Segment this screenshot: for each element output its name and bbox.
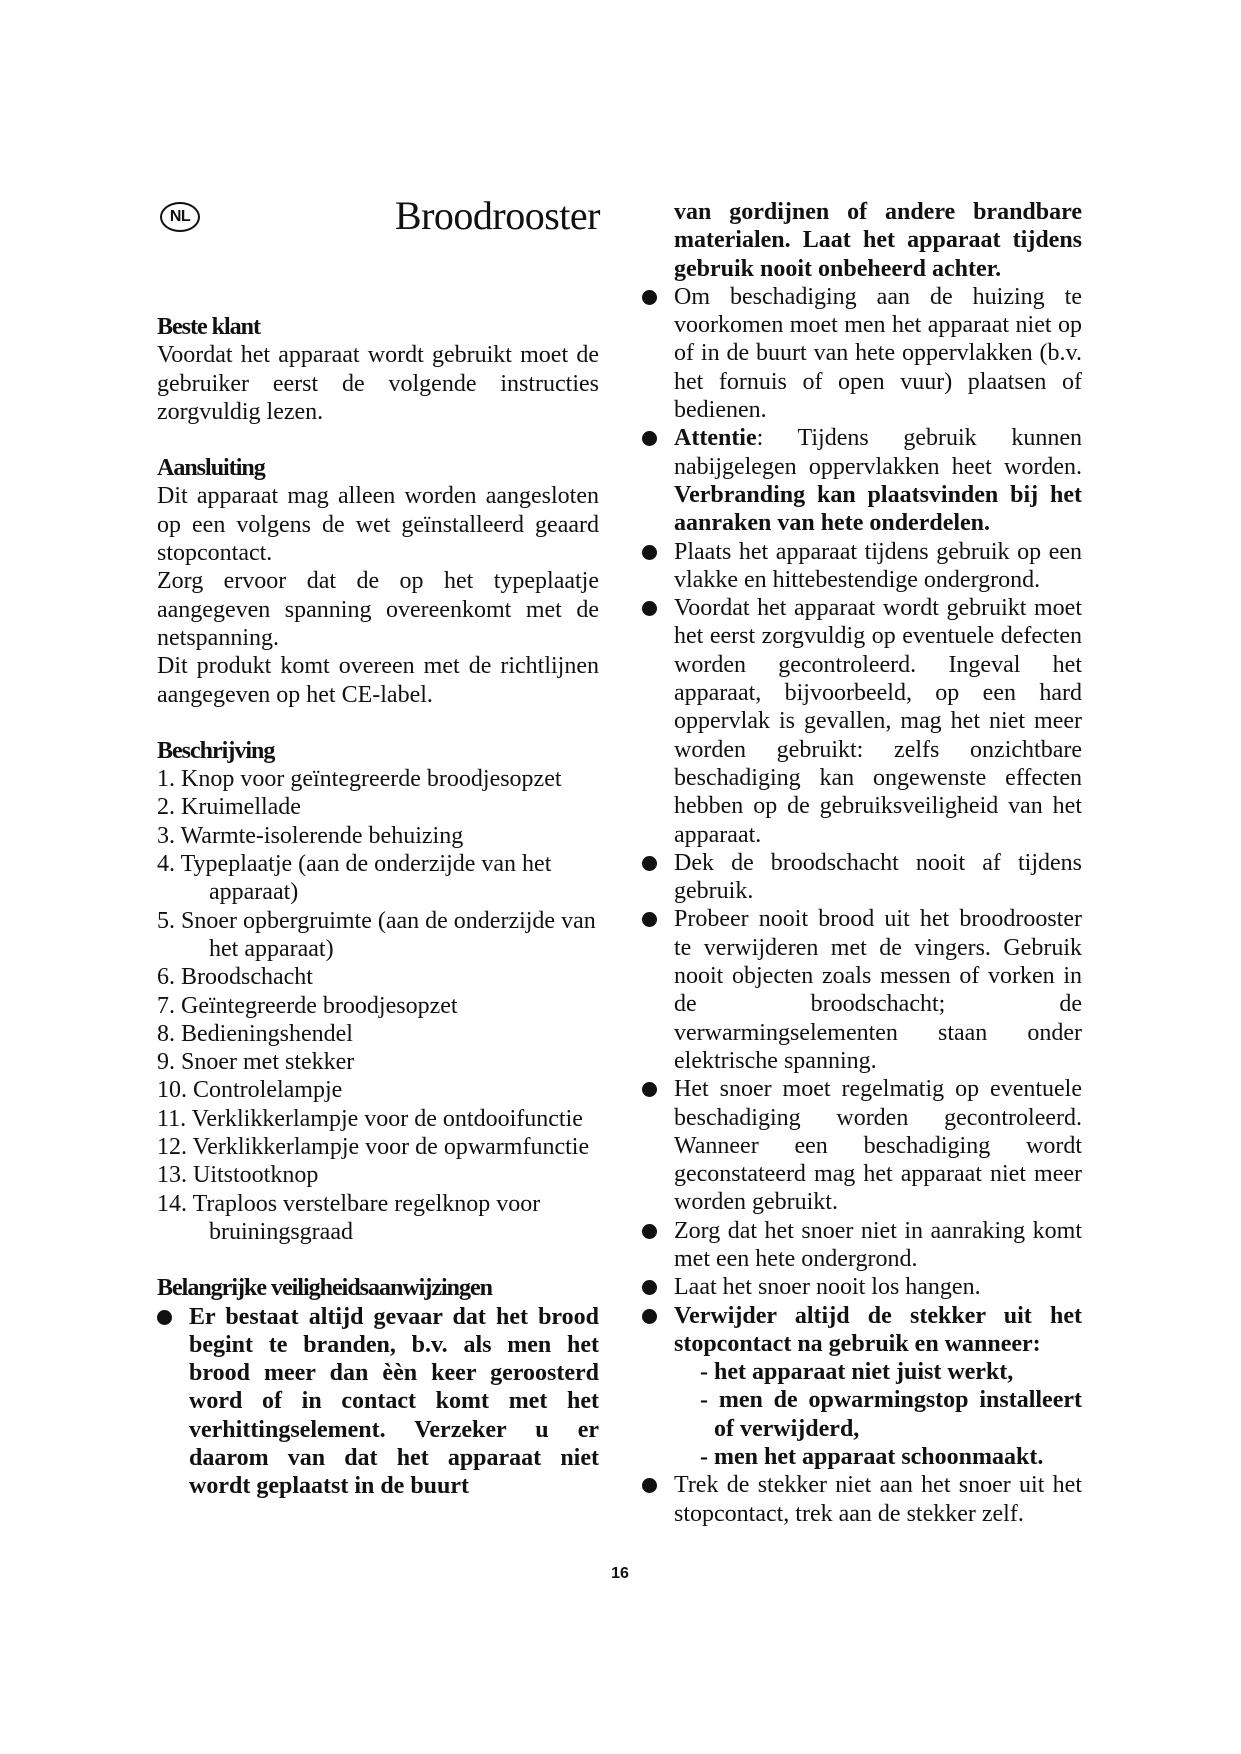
safety-bullet-unplug: [642, 1302, 1082, 1472]
list-item: 12. Verklikkerlampje voor de opwarmfunctie: [157, 1134, 590, 1161]
bullet-icon: [642, 1478, 657, 1493]
list-item: 8. Bedieningshendel: [157, 1020, 353, 1047]
unplug-condition: - men het apparaat schoonmaakt.: [700, 1444, 1044, 1471]
list-item: 11. Verklikkerlampje voor de ontdooifunctie: [157, 1105, 583, 1132]
bullet-icon: [642, 1224, 657, 1239]
bullet-icon: [157, 1310, 172, 1325]
safety-bullet-text: Dek de broodschacht nooit af tijdens gebruik.: [674, 849, 1082, 905]
connection-paragraph-3: Dit produkt komt overeen met de richtlijnen aangegeven op het CE-label.: [157, 653, 599, 708]
unplug-condition: - men de opwarmingstop installeert of verwijderd,: [700, 1387, 1082, 1442]
list-item: 4. Typeplaatje (aan de onderzijde van het apparaat): [157, 851, 552, 906]
safety-bullet-text: Plaats het apparaat tijdens gebruik op een vlakke en hittebestendige ondergrond.: [674, 538, 1082, 593]
bullet-icon: [642, 856, 657, 871]
safety-bullet-text: Het snoer moet regelmatig op eventuele beschadiging worden gecontroleerd. Wanneer een beschadiging wordt geconstateerd mag het apparaat niet meer worden gebruikt.: [674, 1076, 1082, 1216]
safety-bullet: [642, 594, 1082, 849]
list-item: 6. Broodschacht: [157, 964, 313, 991]
bullet-icon: [642, 290, 657, 305]
description-heading: Beschrijving: [157, 737, 275, 764]
list-item: 2. Kruimellade: [157, 794, 301, 821]
safety-bullet-text: Om beschadiging aan de huizing te voorkomen moet men het apparaat niet op of in de buurt van hete oppervlakken (b.v. het fornuis of open vuur) plaatsen of bedienen.: [674, 283, 1082, 424]
language-badge: NL: [160, 202, 200, 232]
safety-bullet-continuation: van gordijnen of andere brandbare materialen. Laat het apparaat tijdens gebruik nooit onbeheerd achter.: [674, 199, 1082, 282]
left-column: [157, 313, 599, 1501]
parts-list: [157, 765, 599, 1246]
list-item: 10. Controlelampje: [157, 1077, 343, 1104]
safety-bullet: [642, 1075, 1082, 1216]
list-item: 7. Geïntegreerde broodjesopzet: [157, 992, 458, 1019]
list-item: 14. Traploos verstelbare regelknop voor bruiningsgraad: [157, 1190, 541, 1245]
safety-bullet: [642, 1471, 1082, 1528]
list-item: 3. Warmte-isolerende behuizing: [157, 822, 464, 849]
right-column: [642, 198, 1082, 1528]
safety-bullet-fire-risk: [157, 1303, 599, 1501]
intro-heading: Beste klant: [157, 314, 260, 340]
bullet-icon: [642, 431, 657, 446]
safety-list-right: [642, 283, 1082, 1528]
page-title: Broodrooster: [394, 193, 600, 238]
safety-bullet: [642, 424, 1082, 537]
list-item: 13. Uitstootknop: [157, 1162, 319, 1189]
unplug-condition: - het apparaat niet juist werkt,: [700, 1359, 1014, 1386]
bullet-icon: [642, 545, 657, 560]
intro-text: Voordat het apparaat wordt gebruikt moet de gebruiker eerst de volgende instructies zorgvuldig lezen.: [157, 342, 599, 425]
safety-bullet-text: Er bestaat altijd gevaar dat het brood begint te branden, b.v. als men het brood meer dan èèn keer geroosterd word of in contact komt met het verhittingselement.: [189, 1303, 599, 1443]
safety-bullet-text: Trek de stekker niet aan het snoer uit het stopcontact, trek aan de stekker zelf.: [674, 1472, 1082, 1527]
safety-bullet-text: Probeer nooit brood uit het broodrooster te verwijderen met de vingers. Gebruik nooit objecten zoals messen of vorken in de broodschacht; de verwarmingselementen staan onder elektrische spanning.: [674, 906, 1082, 1074]
safety-bullet-warning: Verbranding kan plaatsvinden bij het aanraken van hete onderdelen.: [674, 481, 1082, 537]
bullet-icon: [642, 1082, 657, 1097]
bullet-icon: [642, 1280, 657, 1295]
safety-bullet-text: Verwijder altijd de stekker uit het stopcontact na gebruik en wanneer:: [674, 1302, 1082, 1357]
attention-label: Attentie: [674, 425, 757, 452]
bullet-icon: [642, 1309, 657, 1324]
list-item: 9. Snoer met stekker: [157, 1049, 355, 1076]
connection-heading: Aansluiting: [157, 455, 265, 482]
safety-list-left: [157, 1303, 599, 1501]
bullet-icon: [642, 912, 657, 927]
safety-bullet: [642, 538, 1082, 595]
list-item: 5. Snoer opbergruimte (aan de onderzijde van het apparaat): [157, 907, 596, 962]
safety-heading: Belangrijke veiligheidsaanwijzingen: [157, 1275, 493, 1302]
safety-bullet-text: : Tijdens gebruik kunnen nabijgelegen oppervlakken heet worden.: [674, 425, 1082, 480]
list-item: 1. Knop voor geïntegreerde broodjesopzet: [157, 766, 562, 793]
safety-bullet: [642, 849, 1082, 906]
safety-bullet: [642, 283, 1082, 424]
safety-bullet: [642, 905, 1082, 1075]
safety-bullet-text: Voordat het apparaat wordt gebruikt moet het eerst zorgvuldig op eventuele defecten worden gecontroleerd. Ingeval het apparaat, bijvoorbeeld, op een hard oppervlak is gevallen, mag het niet meer worden gebruikt: zelfs onzichtbare beschadiging kan ongewenste effecten hebben op de gebruiksveiligheid van het apparaat.: [674, 595, 1082, 848]
safety-bullet: [642, 1217, 1082, 1274]
safety-bullet-text-continued: Verzeker u er daarom van dat het apparaat niet wordt geplaatst in de buurt: [189, 1416, 599, 1500]
safety-bullet-text: Zorg dat het snoer niet in aanraking komt met een hete ondergrond.: [674, 1217, 1082, 1272]
page-number: 16: [611, 1565, 629, 1582]
connection-paragraph-1: Dit apparaat mag alleen worden aangesloten op een volgens de wet geïnstalleerd geaard stopcontact.: [157, 483, 599, 567]
safety-bullet: [642, 1273, 1082, 1301]
bullet-icon: [642, 601, 657, 616]
connection-paragraph-2: Zorg ervoor dat de op het typeplaatje aangegeven spanning overeenkomt met de netspanning.: [157, 568, 599, 651]
safety-bullet-text: Laat het snoer nooit los hangen.: [674, 1274, 981, 1301]
